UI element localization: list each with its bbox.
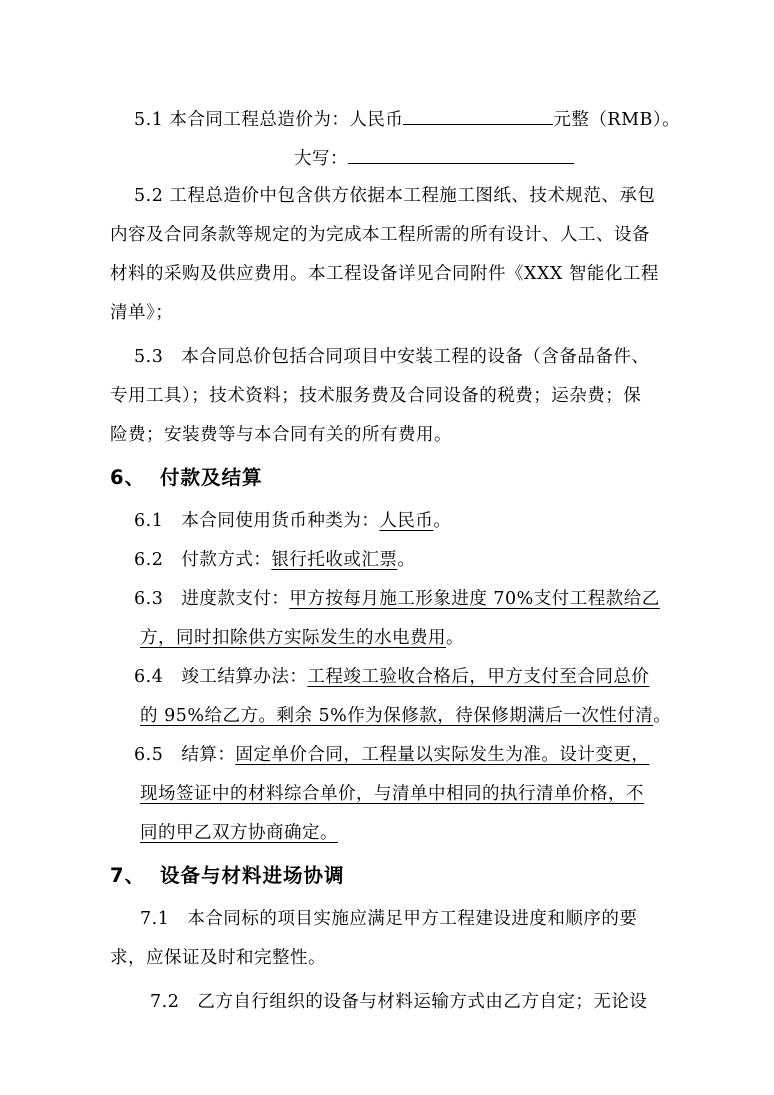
clause-6-4-label: 6.4 竣工结算办法：	[134, 667, 308, 687]
clause-7-1-line-1: 7.1 本合同标的项目实施应满足甲方工程建设进度和顺序的要	[140, 909, 638, 929]
clause-6-5-value-1: 固定单价合同，工程量以实际发生为准。设计变更，	[235, 745, 650, 765]
clause-6-3-label: 6.3 进度款支付：	[134, 589, 290, 609]
clause-6-3-line-2	[140, 626, 464, 650]
clause-7-2-line-1: 7.2 乙方自行组织的设备与材料运输方式由乙方自定；无论设	[150, 992, 648, 1012]
capital-amount-label: 大写：	[294, 149, 348, 169]
section-number-7: 7、	[110, 864, 146, 887]
clause-6-2	[134, 548, 415, 572]
clause-5-3-line-2: 专用工具）；技术资料；技术服务费及合同设备的税费；运杂费；保	[110, 386, 642, 406]
clause-5-1	[134, 106, 680, 132]
clause-6-4-line-2	[140, 704, 671, 728]
clause-5-2-line-2: 内容及合同条款等规定的为完成本工程所需的所有设计、人工、设备	[110, 225, 650, 245]
clause-6-1	[134, 509, 451, 533]
section-title-6: 付款及结算	[160, 466, 263, 489]
section-number-6: 6、	[110, 466, 146, 489]
clause-5-3-line-1: 5.3 本合同总价包括合同项目中安装工程的设备（含备品备件、	[134, 347, 650, 367]
clause-6-5-line-1	[134, 743, 649, 767]
clause-6-5-line-2	[140, 782, 644, 806]
clause-6-3-value-2: 方，同时扣除供方实际发生的水电费用	[140, 628, 446, 648]
clause-6-2-value: 银行托收或汇票	[271, 550, 398, 570]
clause-6-5-value-3: 同的甲乙双方协商确定。	[140, 823, 338, 843]
clause-6-1-label: 6.1 本合同使用货币种类为：	[134, 511, 380, 531]
clause-6-3-line-1	[134, 587, 660, 611]
clause-6-3-value-1: 甲方按每月施工形象进度 70%支付工程款给乙	[289, 589, 660, 609]
clause-6-3-tail: 。	[446, 628, 464, 648]
clause-6-4-value-1: 工程竣工验收合格后，甲方支付至合同总价	[307, 667, 650, 687]
section-heading-7	[110, 863, 345, 889]
clause-5-2-line-3: 材料的采购及供应费用。本工程设备详见合同附件《XXX 智能化工程	[110, 264, 659, 284]
clause-5-2-line-4: 清单》；	[110, 303, 174, 323]
clause-6-4-tail: 。	[653, 706, 672, 726]
section-heading-6	[110, 465, 263, 491]
clause-6-4-line-1	[134, 665, 649, 689]
clause-6-5-line-3	[140, 821, 338, 845]
clause-6-4-value-2: 的 95%给乙方。剩余 5%作为保修款，待保修期满后一次性付清	[140, 706, 654, 726]
capital-amount-blank	[348, 145, 574, 164]
clause-6-5-value-2: 现场签证中的材料综合单价，与清单中相同的执行清单价格，不	[140, 784, 644, 804]
clause-6-2-label: 6.2 付款方式：	[134, 550, 272, 570]
clause-5-3-line-3: 险费；安装费等与本合同有关的所有费用。	[110, 425, 452, 445]
section-title-7: 设备与材料进场协调	[160, 864, 345, 887]
price-blank	[403, 106, 553, 125]
clause-6-1-tail: 。	[433, 511, 452, 531]
clause-7-1-line-2: 求，应保证及时和完整性。	[110, 948, 326, 968]
capital-amount-line	[294, 145, 574, 171]
clause-5-2-line-1: 5.2 工程总造价中包含供方依据本工程施工图纸、技术规范、承包	[134, 186, 656, 206]
clause-5-1-text: 5.1 本合同工程总造价为：人民币	[134, 110, 404, 130]
clause-6-5-label: 6.5 结算：	[134, 745, 236, 765]
clause-6-2-tail: 。	[397, 550, 416, 570]
clause-5-1-suffix: 元整（RMB）。	[553, 110, 681, 130]
clause-6-1-value: 人民币	[379, 511, 434, 531]
